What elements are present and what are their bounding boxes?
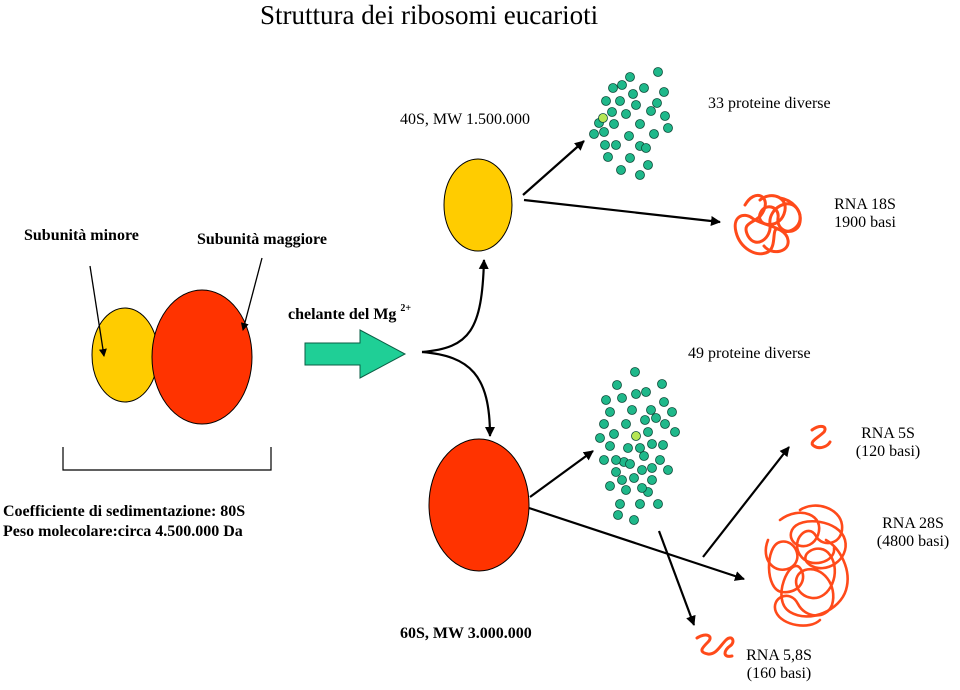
protein-dot — [610, 430, 619, 439]
large-subunit-intact — [152, 290, 252, 424]
protein-dot — [648, 476, 657, 485]
arrow-to-rna5 — [703, 447, 789, 557]
rna-5s-bases: (120 basi) — [855, 443, 921, 460]
rna-28s-name: RNA 28S — [882, 515, 944, 532]
protein-dot — [618, 394, 627, 403]
protein-dot — [642, 388, 651, 397]
arrow-40s-rna18 — [524, 200, 720, 222]
page-title: Struttura dei ribosomi eucarioti — [260, 0, 599, 30]
large-subunit-60s — [429, 439, 529, 571]
rna-58s-bases: (160 basi) — [746, 665, 812, 682]
protein-dot — [610, 120, 619, 129]
protein-dot — [596, 434, 605, 443]
dissociation-arrow — [305, 330, 405, 378]
rna-18s-tangle — [735, 195, 800, 253]
protein-dot — [636, 120, 645, 129]
label-60s: 60S, MW 3.000.000 — [400, 625, 532, 642]
protein-dot — [609, 84, 618, 93]
label-subunit-major: Subunità maggiore — [197, 231, 327, 248]
protein-cluster-33 — [590, 68, 673, 180]
rna-58s-squiggle — [697, 635, 733, 656]
chelator-text: chelante del Mg — [288, 306, 397, 323]
protein-dot — [661, 420, 670, 429]
label-coefficient: Coefficiente di sedimentazione: 80S — [3, 503, 246, 520]
protein-dot — [629, 90, 638, 99]
protein-dot — [608, 108, 617, 117]
protein-dot — [612, 456, 621, 465]
protein-dot — [616, 500, 625, 509]
protein-dot — [606, 442, 615, 451]
rna-5s-name: RNA 5S — [861, 425, 915, 442]
protein-dot — [647, 107, 656, 116]
protein-dot — [644, 161, 653, 170]
protein-dot — [622, 110, 631, 119]
protein-dot — [600, 456, 609, 465]
protein-dot — [626, 154, 635, 163]
protein-dot — [616, 97, 625, 106]
label-rna-5s — [844, 425, 932, 461]
arrow-to-rna58 — [659, 531, 694, 625]
protein-dot — [622, 420, 631, 429]
protein-dot — [640, 452, 649, 461]
protein-dot — [659, 441, 668, 450]
protein-dot — [640, 84, 649, 93]
protein-dot — [636, 444, 645, 453]
label-molecular-weight: Peso molecolare:circa 4.500.000 Da — [3, 523, 243, 540]
protein-dot — [612, 141, 621, 150]
label-proteins-49: 49 proteine diverse — [688, 345, 811, 362]
protein-dot — [658, 380, 667, 389]
protein-dot — [636, 500, 645, 509]
protein-dot — [632, 390, 641, 399]
protein-dot — [630, 516, 639, 525]
protein-dot — [660, 398, 669, 407]
protein-dot — [625, 132, 634, 141]
protein-dot — [644, 428, 653, 437]
protein-dot — [612, 468, 621, 477]
protein-dot — [606, 408, 615, 417]
protein-dot — [656, 456, 665, 465]
protein-dot — [618, 476, 627, 485]
protein-dot — [590, 130, 599, 139]
protein-dot — [613, 381, 622, 390]
label-rna-18s — [822, 196, 908, 232]
protein-dot — [622, 486, 631, 495]
rna-28s-bases: (4800 basi) — [876, 533, 950, 550]
rna-18s-name: RNA 18S — [834, 196, 896, 213]
protein-dot — [652, 414, 661, 423]
protein-dot — [626, 460, 635, 469]
protein-dot — [624, 444, 633, 453]
label-subunit-minor: Subunità minore — [24, 227, 139, 244]
protein-dot — [671, 428, 680, 437]
protein-dot — [648, 440, 657, 449]
protein-dot — [626, 73, 635, 82]
protein-dot — [650, 130, 659, 139]
protein-dot — [664, 466, 673, 475]
rna-58s-name: RNA 5,8S — [746, 647, 812, 664]
protein-dot — [602, 97, 611, 106]
protein-dot — [617, 166, 626, 175]
protein-dot — [654, 500, 663, 509]
label-rna-28s — [866, 515, 960, 551]
protein-dot — [647, 406, 656, 415]
protein-dot — [601, 141, 610, 150]
protein-dot — [661, 112, 670, 121]
rna-28s-tangle — [766, 506, 848, 626]
protein-dot — [599, 114, 608, 123]
protein-dot — [638, 484, 647, 493]
chelator-superscript: 2+ — [400, 303, 412, 314]
protein-dot — [636, 171, 645, 180]
protein-dot — [654, 68, 663, 77]
protein-dot — [630, 474, 639, 483]
protein-dot — [660, 88, 669, 97]
arrow-40s-proteins — [523, 141, 584, 195]
protein-dot — [668, 408, 677, 417]
protein-cluster-49 — [596, 368, 680, 525]
label-rna-58s — [734, 647, 824, 683]
protein-dot — [618, 81, 627, 90]
protein-dot — [602, 396, 611, 405]
protein-dot — [604, 153, 613, 162]
pointer-major — [243, 258, 262, 330]
protein-dot — [628, 406, 637, 415]
label-40s: 40S, MW 1.500.000 — [400, 111, 530, 128]
rna-5s-squiggle — [812, 426, 830, 447]
protein-dot — [641, 416, 650, 425]
protein-dot — [632, 432, 641, 441]
protein-dot — [642, 144, 651, 153]
protein-dot — [614, 511, 623, 520]
protein-dot — [600, 128, 609, 137]
rna-18s-bases: 1900 basi — [834, 214, 896, 231]
small-subunit-intact — [92, 308, 158, 402]
protein-dot — [632, 101, 641, 110]
protein-dot — [638, 466, 647, 475]
split-curve-down — [422, 352, 490, 436]
protein-dot — [606, 482, 615, 491]
protein-dot — [600, 420, 609, 429]
arrow-60s-proteins — [530, 451, 593, 497]
label-proteins-33: 33 proteine diverse — [708, 95, 831, 112]
bracket — [63, 447, 271, 470]
protein-dot — [664, 124, 673, 133]
protein-dot — [653, 99, 662, 108]
small-subunit-40s — [444, 159, 512, 251]
protein-dot — [648, 464, 657, 473]
label-chelator — [288, 303, 411, 324]
split-curve-up — [422, 260, 484, 352]
protein-dot — [631, 368, 640, 377]
